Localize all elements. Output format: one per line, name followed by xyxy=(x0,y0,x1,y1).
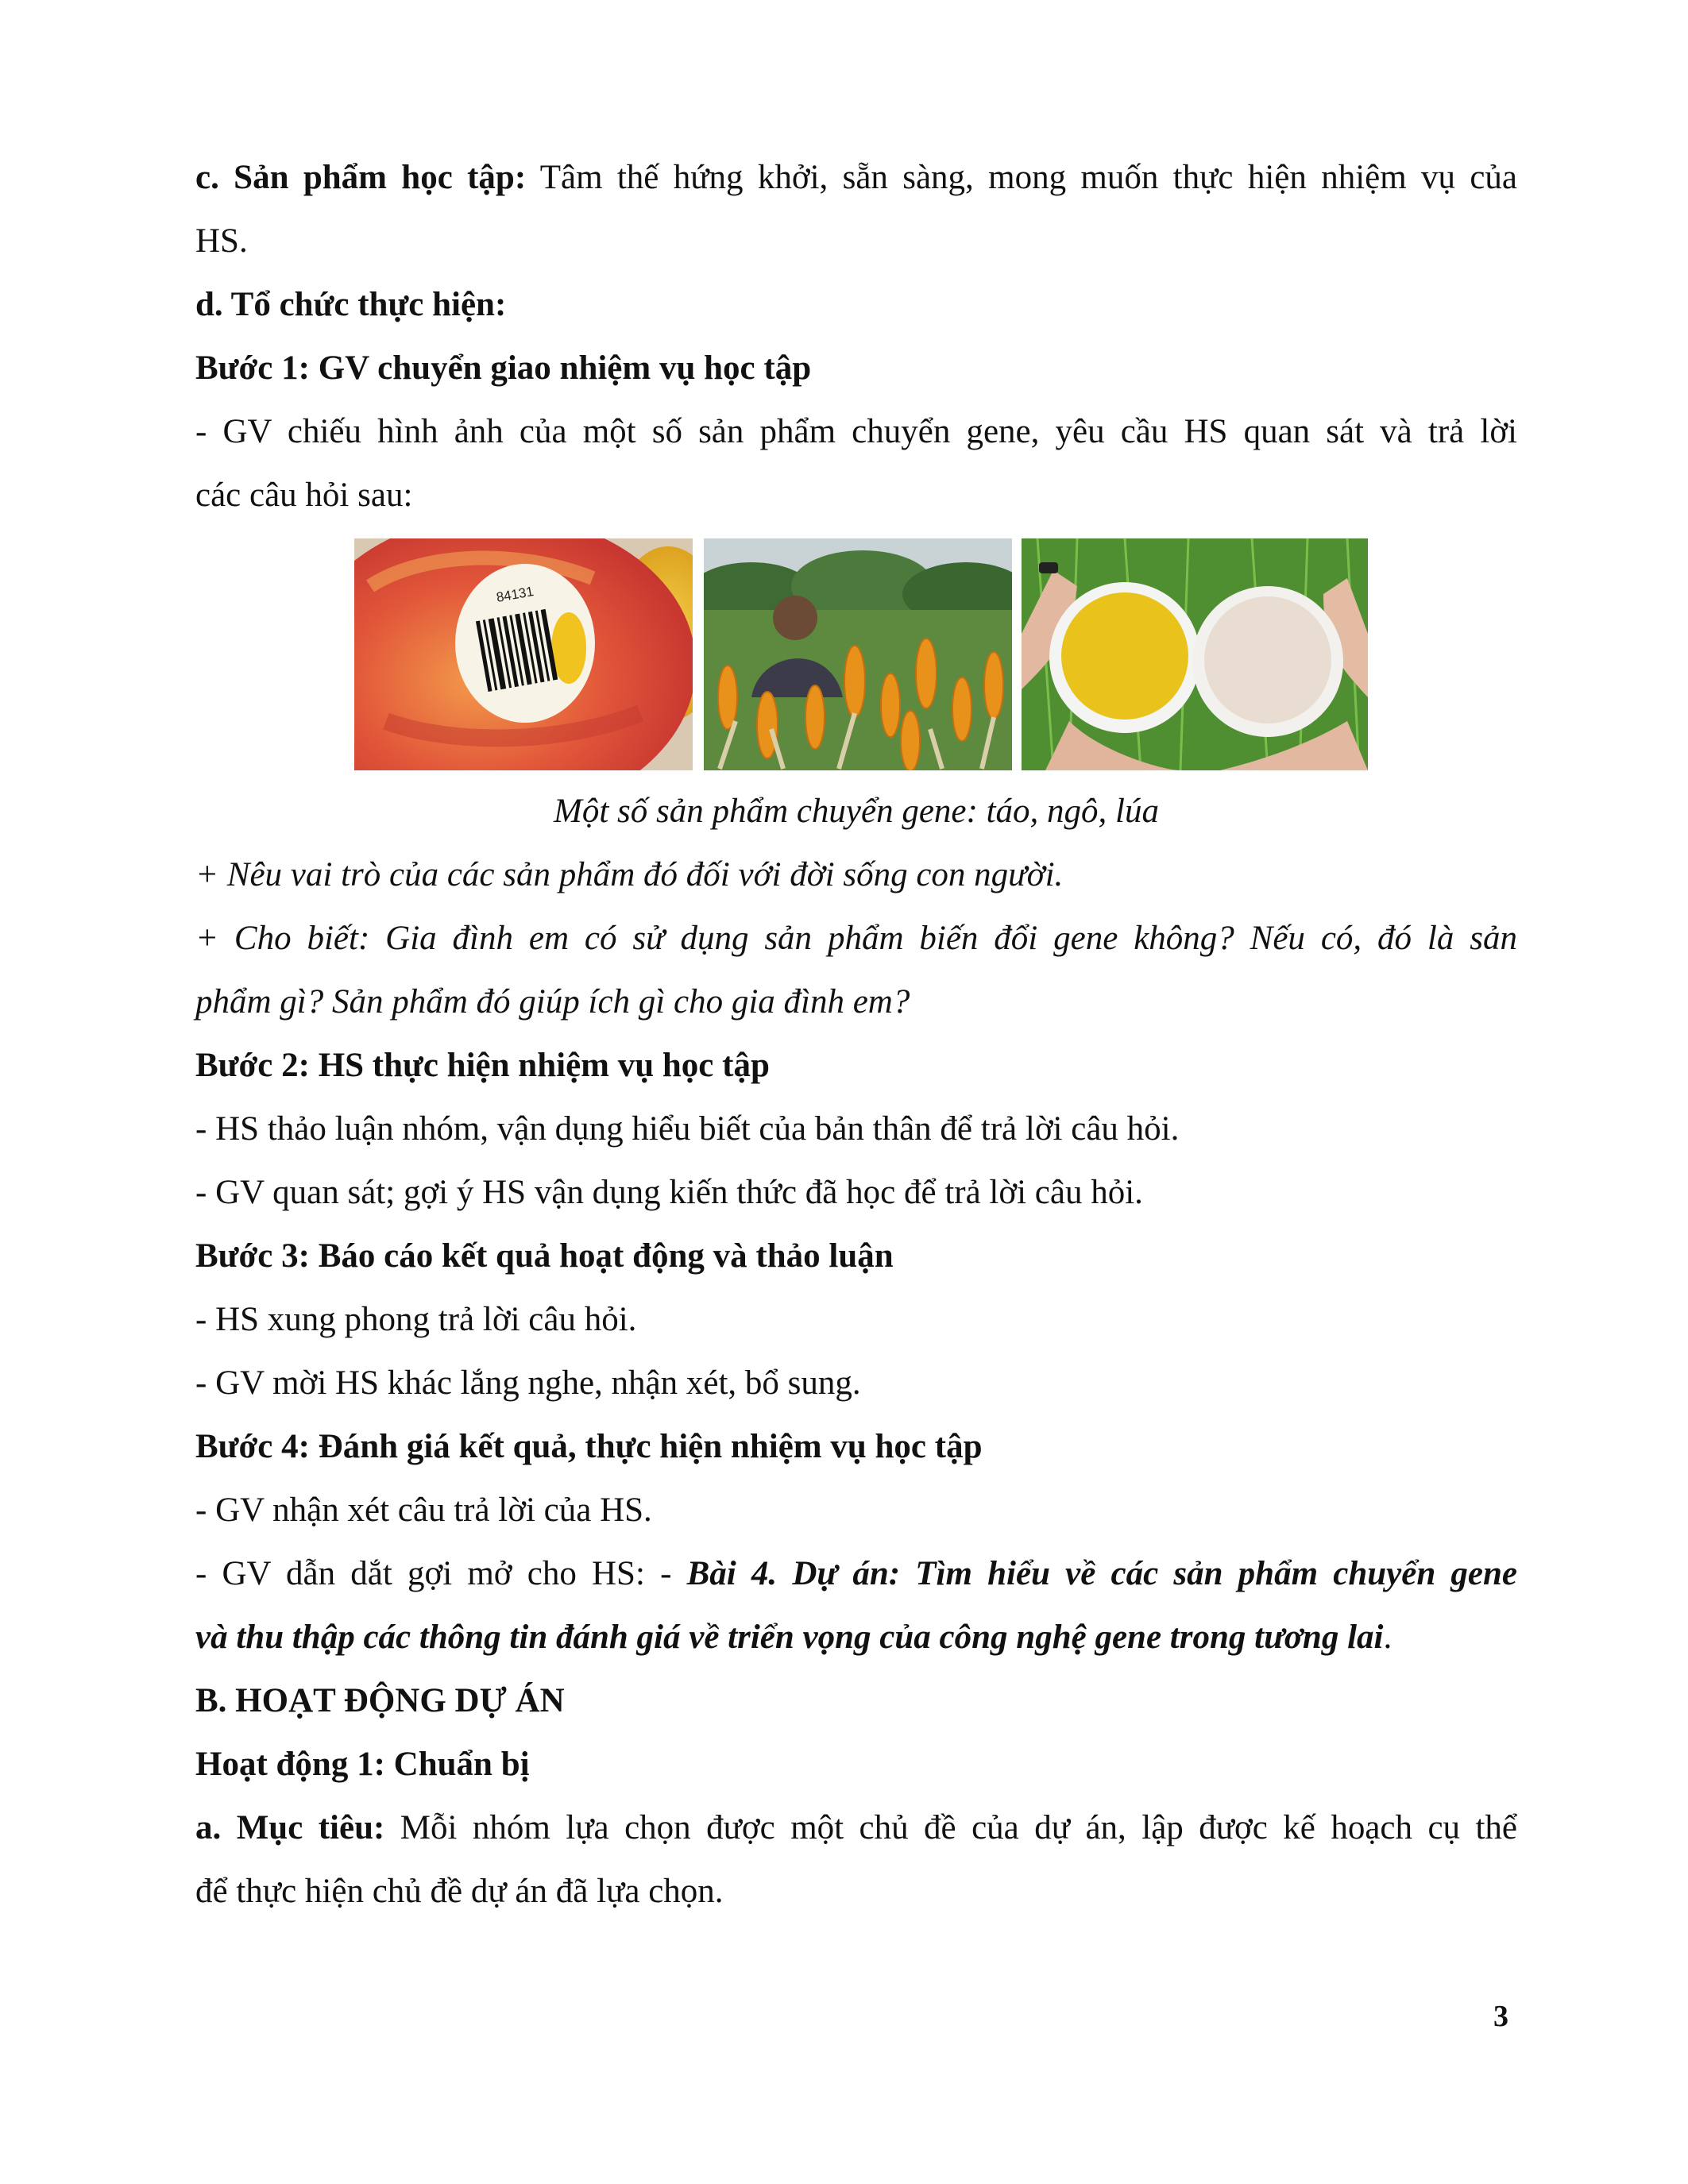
goal-line1 xyxy=(195,1804,1517,1852)
step2-line2: - GV quan sát; gợi ý HS vận dụng kiến thức đã học để trả lời câu hỏi. xyxy=(195,1174,1143,1211)
goal-line2: để thực hiện chủ đề dự án đã lựa chọn. xyxy=(195,1873,724,1910)
question-1: + Nêu vai trò của các sản phẩm đó đối với đời sống con người. xyxy=(195,856,1064,893)
page-number: 3 xyxy=(1493,2000,1508,2033)
project-title-part2: và thu thập các thông tin đánh giá về triển vọng của công nghệ gene trong tương lai xyxy=(195,1619,1384,1656)
section-b-heading: B. HOẠT ĐỘNG DỰ ÁN xyxy=(195,1682,565,1719)
question-2-line1: + Cho biết: Gia đình em có sử dụng sản phẩm biến đổi gene không? Nếu có, đó là sản xyxy=(195,920,1517,957)
section-c-text: Tâm thế hứng khởi, sẵn sàng, mong muốn thực hiện nhiệm vụ của xyxy=(526,159,1517,196)
section-c-line1 xyxy=(195,154,1517,202)
step1-line1: - GV chiếu hình ảnh của một số sản phẩm chuyển gene, yêu cầu HS quan sát và trả lời xyxy=(195,413,1517,450)
apple-photo xyxy=(354,538,693,770)
step4-line1: - GV nhận xét câu trả lời của HS. xyxy=(195,1491,652,1529)
step1-line2: các câu hỏi sau: xyxy=(195,477,413,514)
goal-text: Mỗi nhóm lựa chọn được một chủ đề của dự án, lập được kế hoạch cụ thể xyxy=(384,1809,1518,1846)
step4-line2-prefix: - GV dẫn dắt gợi mở cho HS: - xyxy=(195,1555,687,1592)
step3-line1: - HS xung phong trả lời câu hỏi. xyxy=(195,1301,637,1338)
question-2-line2: phẩm gì? Sản phẩm đó giúp ích gì cho gia đình em? xyxy=(195,983,910,1021)
step2-line1: - HS thảo luận nhóm, vận dụng hiểu biết của bản thân để trả lời câu hỏi. xyxy=(195,1110,1180,1148)
corn-photo xyxy=(704,538,1012,770)
step4-line2 xyxy=(195,1550,1517,1598)
step3-line2: - GV mời HS khác lắng nghe, nhận xét, bổ sung. xyxy=(195,1364,861,1402)
project-title-part1: Bài 4. Dự án: Tìm hiểu về các sản phẩm chuyển gene xyxy=(686,1555,1517,1592)
step4-heading: Bước 4: Đánh giá kết quả, thực hiện nhiệm vụ học tập xyxy=(195,1428,983,1465)
section-c-line2: HS. xyxy=(195,222,248,260)
activity1-heading: Hoạt động 1: Chuẩn bị xyxy=(195,1746,530,1783)
section-c-label: c. Sản phẩm học tập: xyxy=(195,159,527,196)
step4-line3 xyxy=(195,1614,1517,1661)
goal-label: a. Mục tiêu: xyxy=(195,1809,385,1846)
step3-heading: Bước 3: Báo cáo kết quả hoạt động và thảo luận xyxy=(195,1237,894,1275)
apple-image xyxy=(354,538,693,770)
rice-image xyxy=(1022,538,1368,770)
barcode-number: 84131 xyxy=(495,584,535,605)
section-d-label: d. Tổ chức thực hiện: xyxy=(195,286,507,323)
step1-heading: Bước 1: GV chuyển giao nhiệm vụ học tập xyxy=(195,349,812,387)
step2-heading: Bước 2: HS thực hiện nhiệm vụ học tập xyxy=(195,1047,770,1084)
figure-caption: Một số sản phẩm chuyển gene: táo, ngô, lúa xyxy=(554,793,1159,830)
corn-image xyxy=(704,538,1012,770)
rice-photo xyxy=(1022,538,1368,770)
project-title-period: . xyxy=(1383,1619,1393,1656)
